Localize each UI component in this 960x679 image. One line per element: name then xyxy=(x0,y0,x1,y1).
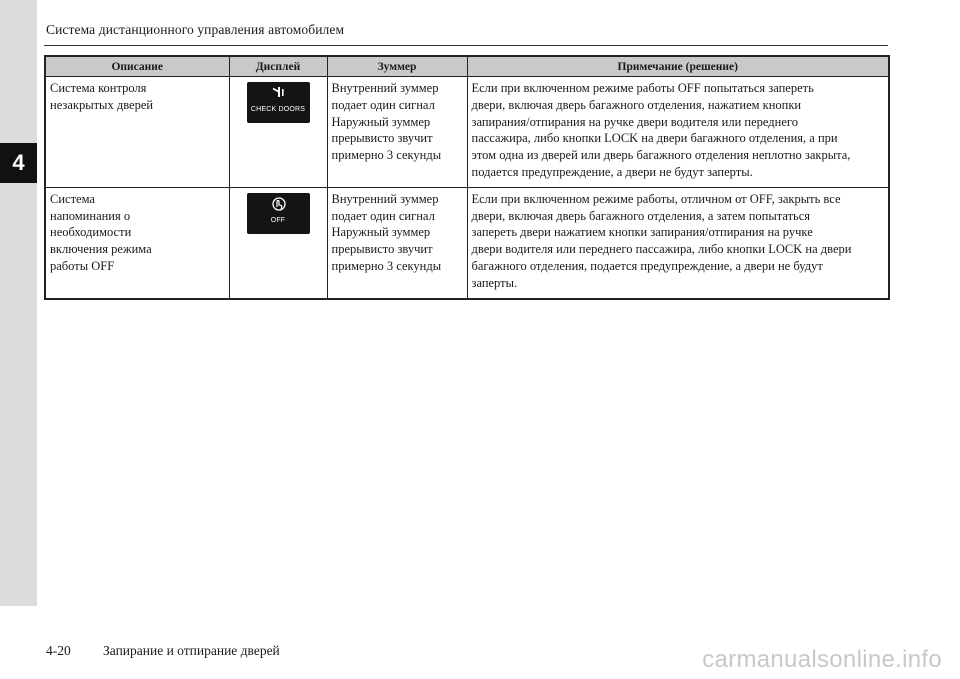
buzzer-line: Внутренний зуммер xyxy=(331,81,439,95)
running-header-title: Система дистанционного управления автомобилем xyxy=(46,22,345,37)
footer-section-title: Запирание и отпирание дверей xyxy=(103,643,280,658)
buzzer-cell xyxy=(327,77,467,188)
note-line: багажного отделения, подается предупреждение, а двери не будут xyxy=(471,258,823,273)
chapter-number-tab: 4 xyxy=(0,143,37,183)
note-line: Если при включенном режиме работы OFF попытаться запереть xyxy=(471,81,814,95)
note-line: пассажира, либо кнопки LOCK на двери багажного отделения, а при xyxy=(471,131,838,146)
note-line: двери водителя или переднего пассажира, либо кнопки LOCK на двери xyxy=(471,242,852,257)
buzzer-line: примерно 3 секунды xyxy=(331,148,442,163)
note-cell xyxy=(467,187,889,298)
engine-switch-icon xyxy=(271,197,287,213)
description-cell xyxy=(45,187,229,298)
site-watermark: carmanualsonline.info xyxy=(702,646,942,673)
description-line: необходимости xyxy=(50,225,132,240)
description-line: незакрытых дверей xyxy=(50,97,154,112)
table-header-row xyxy=(45,56,889,77)
description-line: Система xyxy=(50,191,95,206)
warning-table xyxy=(44,55,890,300)
footer-page-number: 4-20 xyxy=(46,643,71,658)
note-line: этом одна из дверей или дверь багажного отделения неплотно закрыта, xyxy=(471,148,851,163)
description-line: включения режима xyxy=(50,242,152,257)
column-header-buzzer: Зуммер xyxy=(327,56,467,77)
check-doors-label: CHECK DOORS xyxy=(250,106,306,114)
description-line: напоминания о xyxy=(50,208,131,223)
buzzer-line: прерывисто звучит xyxy=(331,131,433,146)
buzzer-cell xyxy=(327,187,467,298)
table-row xyxy=(45,187,889,298)
note-cell xyxy=(467,77,889,188)
note-line: двери, включая дверь багажного отделения, нажатием кнопки xyxy=(471,97,802,112)
column-header-display: Дисплей xyxy=(229,56,327,77)
note-line: заперты. xyxy=(471,275,518,290)
buzzer-line: подает один сигнал xyxy=(331,97,435,112)
buzzer-line: Наружный зуммер xyxy=(331,114,431,129)
display-cell xyxy=(229,77,327,188)
note-line: двери, включая дверь багажного отделения, а затем попытаться xyxy=(471,208,811,223)
description-cell xyxy=(45,77,229,188)
check-doors-display xyxy=(247,82,310,123)
column-header-description: Описание xyxy=(45,56,229,77)
description-line: Система контроля xyxy=(50,81,147,95)
note-line: запирания/отпирания на ручке двери водителя или переднего xyxy=(471,114,798,129)
header-divider xyxy=(44,45,888,46)
buzzer-line: прерывисто звучит xyxy=(331,242,433,257)
off-label: OFF xyxy=(270,216,286,224)
off-reminder-display xyxy=(247,193,310,234)
note-line: Если при включенном режиме работы, отличном от OFF, закрыть все xyxy=(471,191,841,206)
column-header-note: Примечание (решение) xyxy=(467,56,889,77)
buzzer-line: Наружный зуммер xyxy=(331,225,431,240)
table-row xyxy=(45,77,889,188)
chapter-side-band xyxy=(0,0,37,606)
note-line: запереть двери нажатием кнопки запирания/отпирания на ручке xyxy=(471,225,813,240)
buzzer-line: подает один сигнал xyxy=(331,208,435,223)
description-line: работы OFF xyxy=(50,258,115,273)
buzzer-line: примерно 3 секунды xyxy=(331,258,442,273)
display-cell xyxy=(229,187,327,298)
buzzer-line: Внутренний зуммер xyxy=(331,191,439,206)
open-door-icon xyxy=(271,86,287,100)
note-line: подается предупреждение, а двери не будут заперты. xyxy=(471,164,753,179)
